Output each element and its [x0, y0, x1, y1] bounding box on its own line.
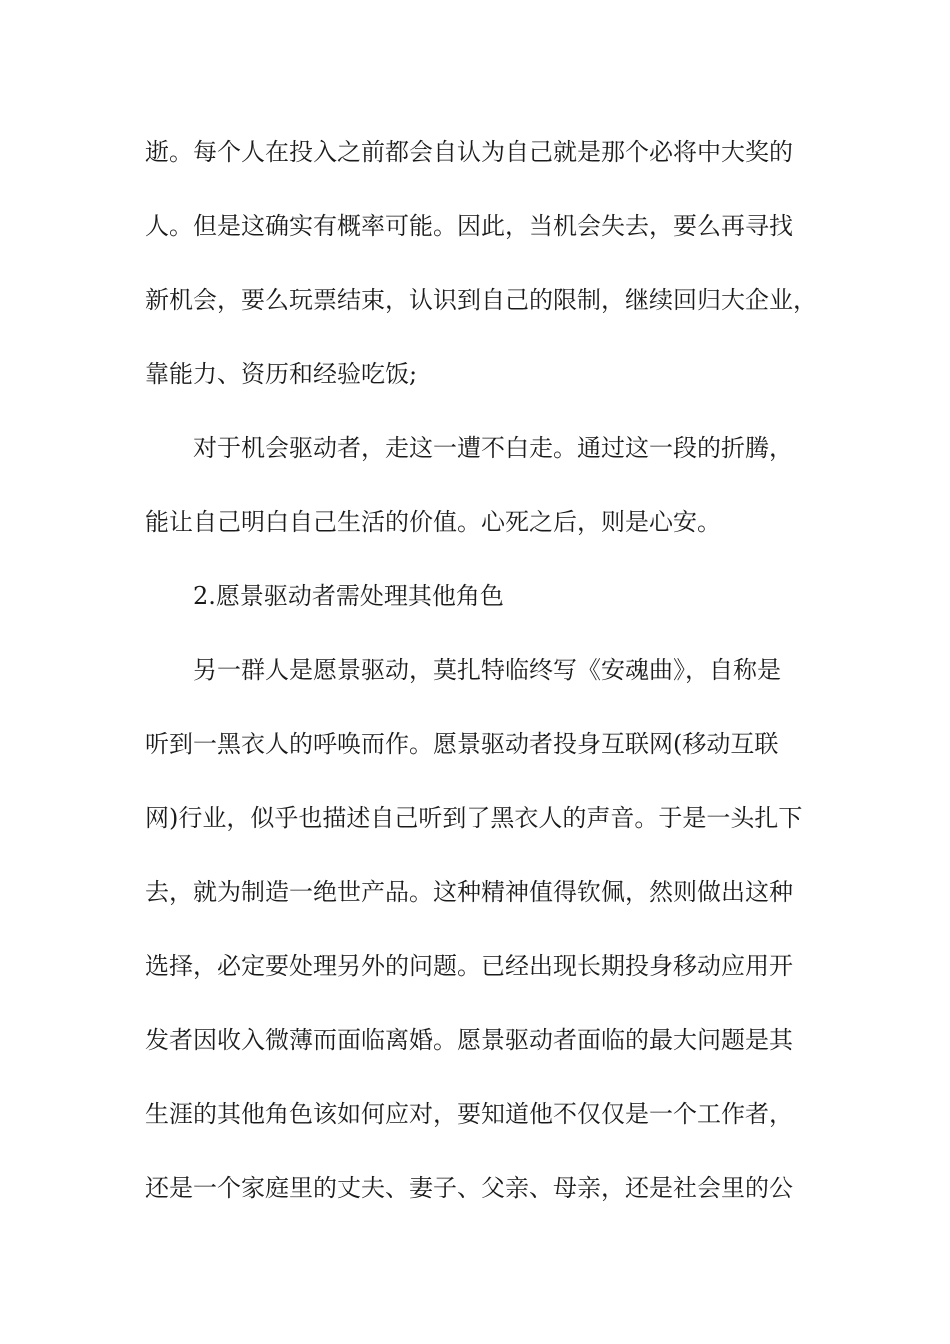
text-line: 能让自己明白自己生活的价值。心死之后，则是心安。: [145, 508, 721, 536]
text-line: 逝。每个人在投入之前都会自认为自己就是那个必将中大奖的: [145, 138, 793, 166]
text-line: 生涯的其他角色该如何应对，要知道他不仅仅是一个工作者，: [145, 1100, 793, 1128]
text-line: 选择，必定要处理另外的问题。已经出现长期投身移动应用开: [145, 952, 793, 980]
text-line: 网)行业，似乎也描述自己听到了黑衣人的声音。于是一头扎下: [145, 804, 803, 832]
text-line: 发者因收入微薄而面临离婚。愿景驱动者面临的最大问题是其: [145, 1026, 793, 1054]
text-line: 去，就为制造一绝世产品。这种精神值得钦佩，然则做出这种: [145, 878, 793, 906]
text-line: 人。但是这确实有概率可能。因此，当机会失去，要么再寻找: [145, 212, 793, 240]
paragraph-first-line: 另一群人是愿景驱动，莫扎特临终写《安魂曲》，自称是: [193, 656, 781, 684]
text-line: 听到一黑衣人的呼唤而作。愿景驱动者投身互联网(移动互联: [145, 730, 779, 758]
body-text: [145, 128, 835, 1238]
text-line: 新机会，要么玩票结束，认识到自己的限制，继续回归大企业，: [145, 286, 817, 314]
paragraph-first-line: 对于机会驱动者，走这一遭不白走。通过这一段的折腾，: [193, 434, 793, 462]
text-line: 还是一个家庭里的丈夫、妻子、父亲、母亲，还是社会里的公: [145, 1174, 793, 1202]
text-line: 靠能力、资历和经验吃饭;: [145, 360, 418, 388]
section-heading: 2.愿景驱动者需处理其他角色: [193, 582, 504, 610]
